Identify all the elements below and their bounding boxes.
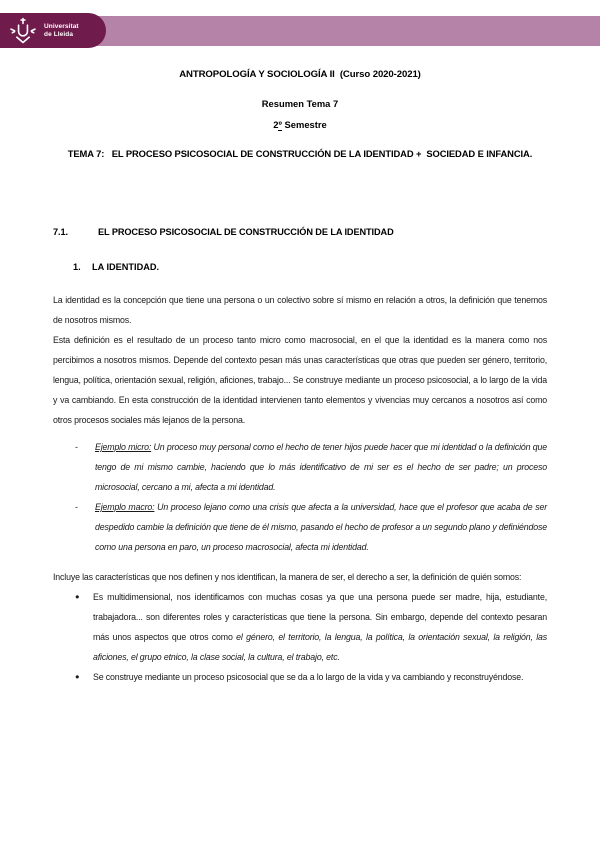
example-body: Un proceso lejano como una crisis que afecta a la universidad, hace que el profesor que acaba de ser despedido cambie la definición que tiene de él mismo, pasando el hecho de profesor a un segundo plano y definiéndose como una persona en paro, un proceso macrosocial, afecta mi identidad. bbox=[95, 502, 547, 552]
semester-word: Semestre bbox=[281, 119, 327, 130]
list-item-example-micro bbox=[53, 437, 547, 497]
bullet-text-normal: Es multidimensional, nos identificamos con muchas cosas ya que una persona puede ser madre, hija, estudiante, trabajadora... son diferentes roles y características que tiene la persona. Sin embargo, depende del contexto pesaran más unos aspectos que otros como bbox=[93, 592, 547, 642]
dash-bullet-icon: - bbox=[75, 502, 78, 512]
paragraph-includes: Incluye las características que nos definen y nos identifican, la manera de ser, el derecho a ser, la definición de quién somos: bbox=[53, 572, 522, 582]
tema-heading: TEMA 7: EL PROCESO PSICOSOCIAL DE CONSTRUCCIÓN DE LA IDENTIDAD + SOCIEDAD E INFANCIA. bbox=[67, 148, 533, 159]
subsection-title: LA IDENTIDAD. bbox=[92, 262, 160, 272]
resumen-title: Resumen Tema 7 bbox=[261, 98, 339, 109]
bullet-text-italic: el género, el territorio, la lengua, la política, la orientación sexual, la religión, las aficiones, el grupo etnico, la clase social, la cultura, el trabajo, etc. bbox=[93, 632, 547, 662]
example-label: Ejemplo micro: bbox=[95, 442, 152, 452]
section-title: EL PROCESO PSICOSOCIAL DE CONSTRUCCIÓN DE LA IDENTIDAD bbox=[98, 227, 394, 237]
semester-ordinal: º bbox=[278, 119, 282, 130]
university-name-line2: de Lleida bbox=[44, 30, 74, 38]
list-item-multidimensional bbox=[53, 587, 547, 667]
characteristics-list bbox=[53, 587, 547, 687]
intro-paragraphs bbox=[53, 290, 547, 430]
example-label: Ejemplo macro: bbox=[95, 502, 155, 512]
semester-number: 2 bbox=[273, 119, 279, 130]
example-text bbox=[95, 437, 547, 497]
dash-bullet-icon: - bbox=[75, 442, 78, 452]
bullet-text-normal: Se construye mediante un proceso psicosocial que se da a lo largo de la vida y va cambiando y reconstruyéndose. bbox=[93, 672, 524, 682]
paragraph-micro-macro: Esta definición es el resultado de un proceso tanto micro como macrosocial, en el que la identidad es la manera como nos percibimos a nosotros mismos. Depende del contexto pesan más unas características que otras que pueden ser género, territorio, lengua, política, orientación sexual, religión, aficiones, trabajo... Se construye mediante un proceso psicosocial, a lo largo de la vida y va cambiando. En esta construcción de la identidad intervienen tanto elementos y vivencias muy cercanos a nosotros así como otros procesos sociales más lejanos de la persona. bbox=[53, 335, 547, 425]
bullet-text bbox=[93, 587, 547, 667]
subsection-heading bbox=[53, 257, 547, 278]
dot-bullet-icon: ● bbox=[75, 672, 80, 681]
dot-bullet-icon: ● bbox=[75, 592, 80, 601]
bullet-text bbox=[93, 667, 547, 687]
section-number: 7.1. bbox=[53, 227, 68, 237]
semester-title bbox=[53, 114, 547, 135]
examples-list bbox=[53, 437, 547, 557]
section-heading bbox=[53, 222, 547, 243]
university-name-line1: Universitat bbox=[44, 22, 79, 30]
university-logo-icon bbox=[7, 16, 39, 45]
example-text bbox=[95, 497, 547, 557]
paragraph-identity-definition: La identidad es la concepción que tiene una persona o un colectivo sobre sí mismo en relación a otros, la definición que tenemos de nosotros mismos. bbox=[53, 295, 547, 325]
document-content bbox=[53, 0, 547, 687]
list-item-example-macro bbox=[53, 497, 547, 557]
subsection-number: 1. bbox=[73, 262, 81, 272]
list-item-proceso-psicosocial bbox=[53, 667, 547, 687]
course-title: ANTROPOLOGÍA Y SOCIOLOGÍA II (Curso 2020-2021) bbox=[179, 69, 421, 80]
example-body: Un proceso muy personal como el hecho de tener hijos puede hacer que mi identidad o la definición que tengo de mi mismo cambie, haciendo que lo más identificativo de mi ser es el hecho de ser padre; un proceso microsocial, cercano a mi, afecta a mi identidad. bbox=[95, 442, 547, 492]
